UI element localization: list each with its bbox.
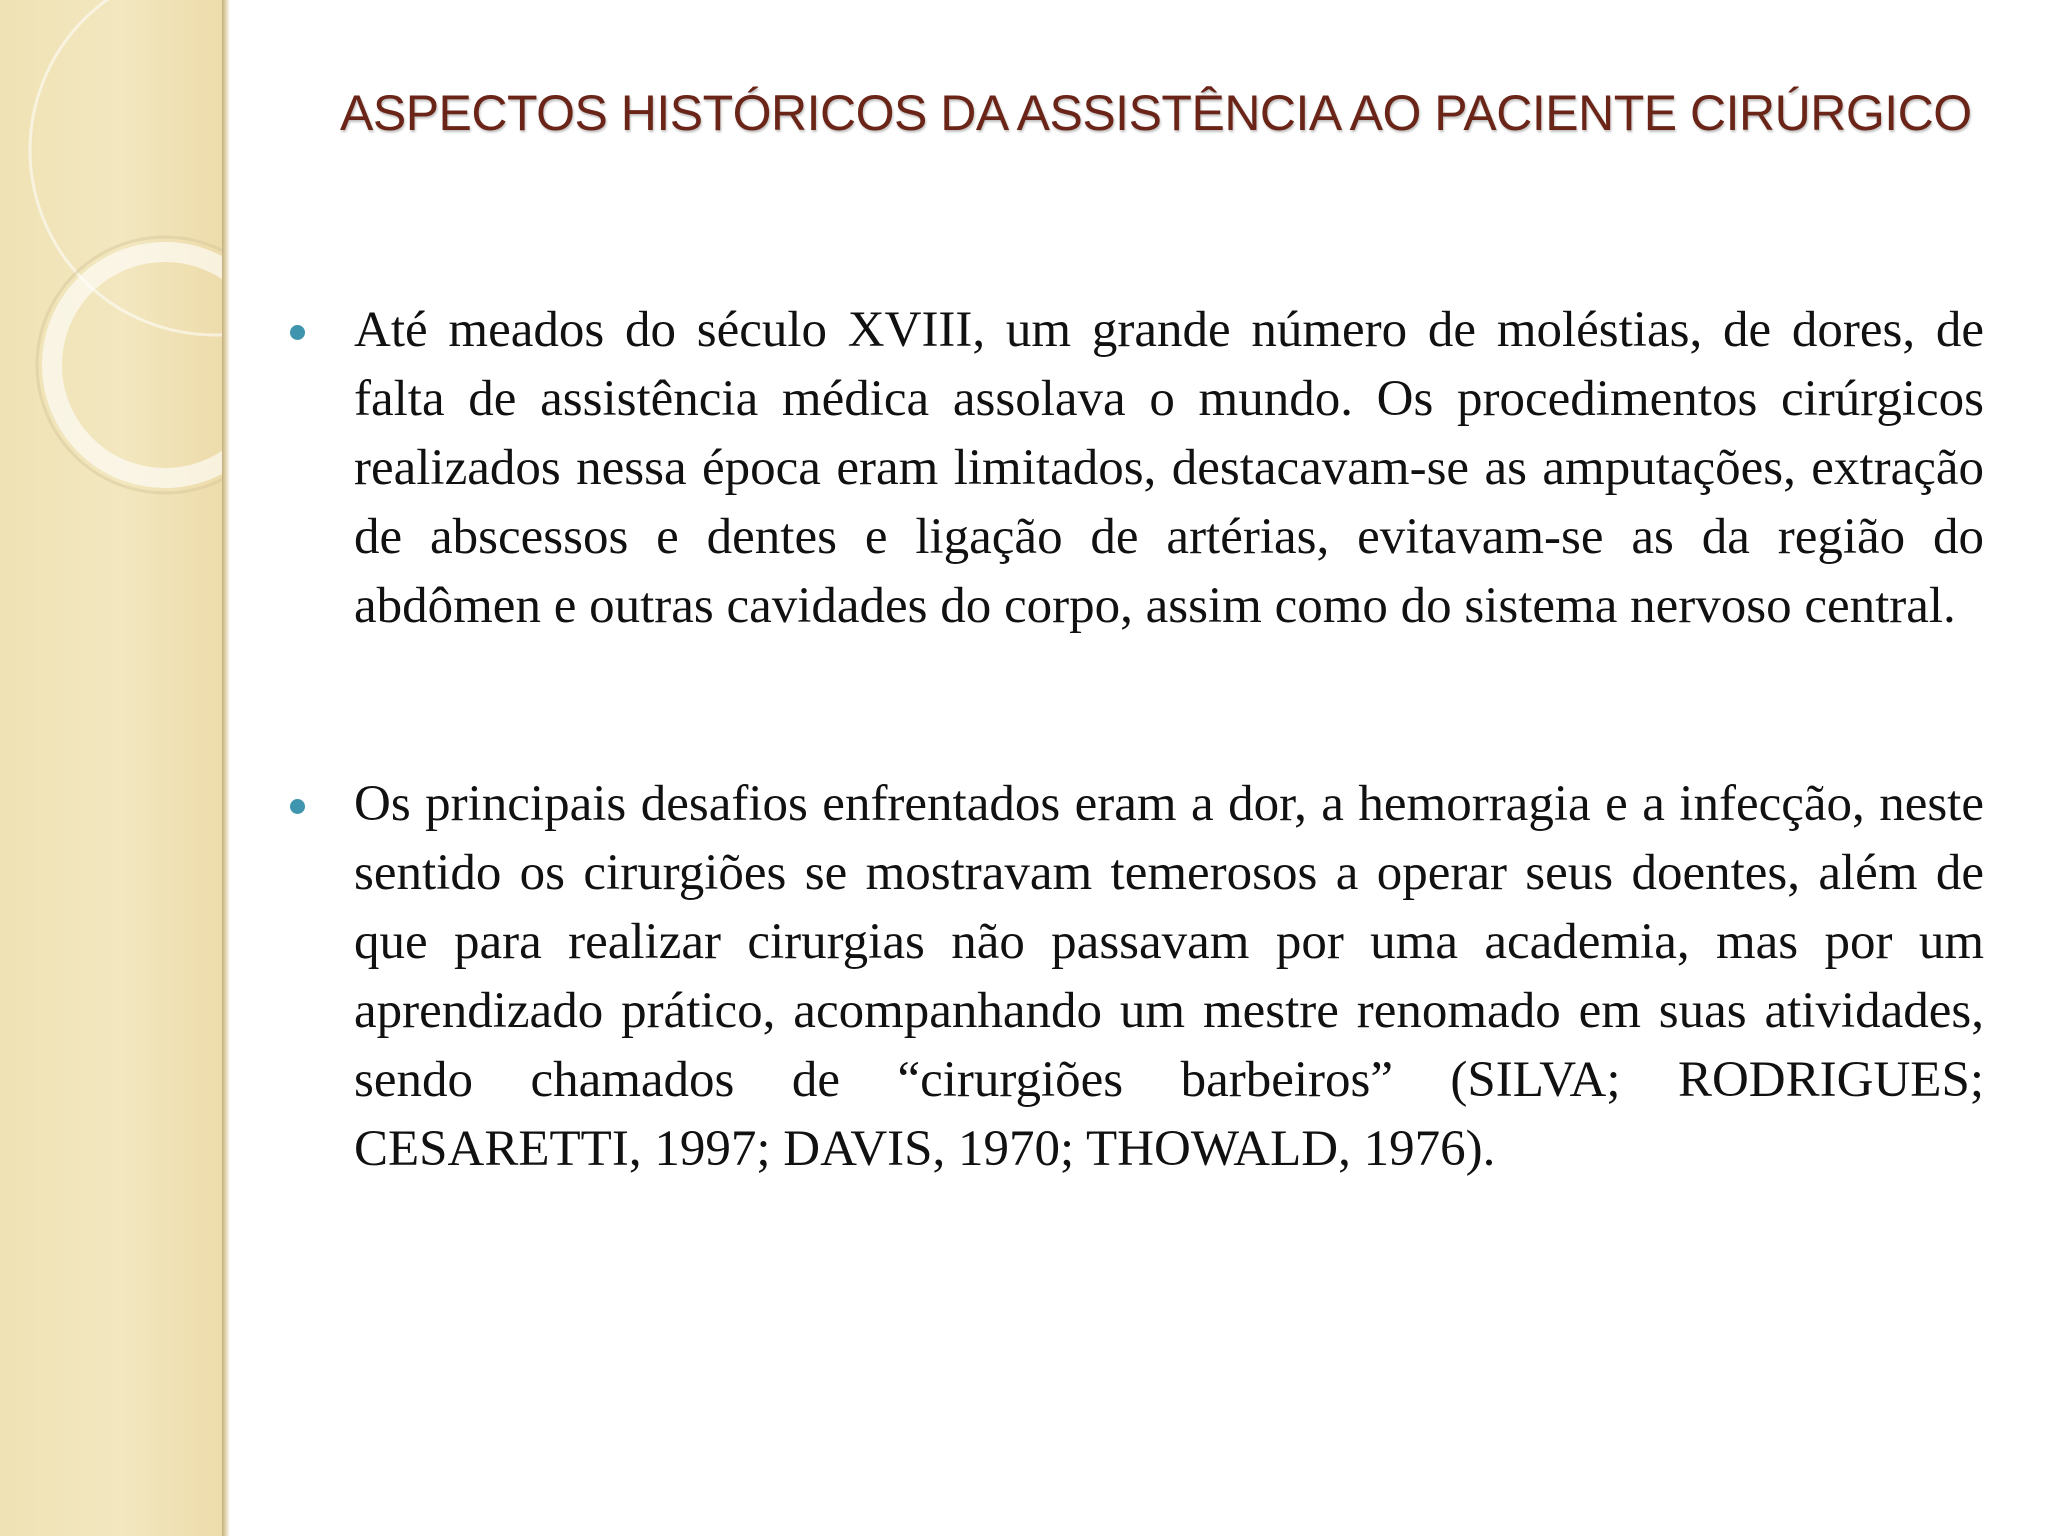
bullet-text: Até meados do século XVIII, um grande número de moléstias, de dores, de falta de assistência médica assolava o mundo. Os procedimentos cirúrgicos realizados nessa época eram limitados, destacavam-se as amputações, extração de abscessos e dentes e ligação de artérias, evitavam-se as da região do abdômen e outras cavidades do corpo, assim como do sistema nervoso central. xyxy=(354,302,1984,634)
decorative-rings xyxy=(0,0,222,1536)
slide-content xyxy=(282,296,1984,1184)
decorative-sidebar xyxy=(0,0,222,1536)
bullet-text: Os principais desafios enfrentados eram a dor, a hemorragia e a infecção, neste sentido os cirurgiões se mostravam temerosos a operar seus doentes, além de que para realizar cirurgias não passavam por uma academia, mas por um aprendizado prático, acompanhando um mestre renomado em suas atividades, sendo chamados de “cirurgiões barbeiros” (SILVA; RODRIGUES; CESARETTI, 1997; DAVIS, 1970; THOWALD, 1976). xyxy=(354,776,1984,1177)
bullet-dot-icon xyxy=(290,325,305,340)
slide-title: ASPECTOS HISTÓRICOS DA ASSISTÊNCIA AO PACIENTE CIRÚRGICO xyxy=(340,85,1972,141)
sidebar-edge xyxy=(222,0,230,1536)
bullet-item xyxy=(282,770,1984,1184)
bullet-item xyxy=(282,296,1984,641)
bullet-dot-icon xyxy=(290,799,305,814)
